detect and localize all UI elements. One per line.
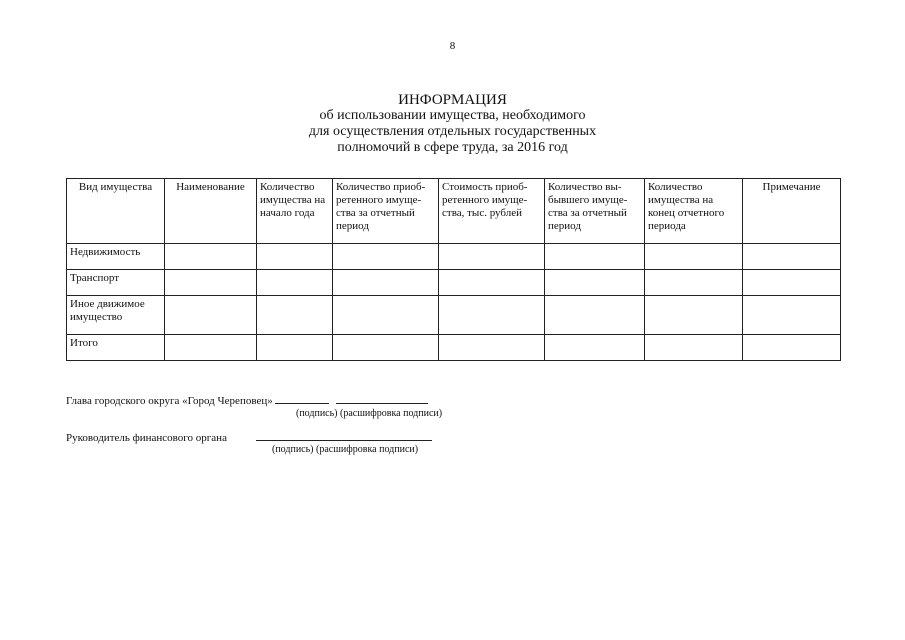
table-cell xyxy=(439,335,545,361)
table-cell xyxy=(545,296,645,335)
table-row xyxy=(67,335,841,361)
table-cell xyxy=(645,244,743,270)
table-cell xyxy=(545,270,645,296)
table-cell xyxy=(333,296,439,335)
table-cell xyxy=(257,244,333,270)
table-cell xyxy=(743,335,841,361)
table-cell xyxy=(333,244,439,270)
head-signature-label: Глава городского округа «Город Череповец» xyxy=(66,395,273,407)
table-row xyxy=(67,244,841,270)
table-cell xyxy=(743,270,841,296)
header-cell: Примечание xyxy=(743,179,841,244)
table-cell xyxy=(165,296,257,335)
head-signature-line xyxy=(66,393,428,408)
row-label: Недвижимость xyxy=(67,244,165,270)
property-table xyxy=(66,178,841,361)
table-header-row xyxy=(67,179,841,244)
finance-signature-line xyxy=(66,430,432,445)
table-row xyxy=(67,296,841,335)
title-line-3: полномочий в сфере труда, за 2016 год xyxy=(337,140,568,155)
row-label: Иное движимое имущество xyxy=(67,296,165,335)
title-heading: ИНФОРМАЦИЯ xyxy=(398,92,507,108)
table-row xyxy=(67,270,841,296)
header-cell: Стоимость приоб-ретенного имуще-ства, тыс. рублей xyxy=(439,179,545,244)
table-cell xyxy=(439,296,545,335)
table-cell xyxy=(743,296,841,335)
document-title xyxy=(0,92,905,156)
table-cell xyxy=(645,270,743,296)
head-signature-caption: (подпись) (расшифровка подписи) xyxy=(296,408,443,419)
table-cell xyxy=(333,270,439,296)
table-cell xyxy=(743,244,841,270)
signature-name-field xyxy=(336,393,428,404)
header-cell: Количество имущества на начало года xyxy=(257,179,333,244)
table-cell xyxy=(439,244,545,270)
table-cell xyxy=(645,335,743,361)
title-line-2: для осуществления отдельных государственных xyxy=(308,124,597,139)
finance-signature-label: Руководитель финансового органа xyxy=(66,432,227,444)
table-cell xyxy=(333,335,439,361)
header-cell: Вид имущества xyxy=(67,179,165,244)
row-label: Итого xyxy=(67,335,165,361)
signature-field xyxy=(275,393,329,404)
row-label: Транспорт xyxy=(67,270,165,296)
page-number: 8 xyxy=(449,40,456,52)
finance-signature-caption: (подпись) (расшифровка подписи) xyxy=(272,444,419,455)
table-cell xyxy=(165,335,257,361)
table-cell xyxy=(439,270,545,296)
header-cell: Количество вы-бывшего имуще-ства за отчетный период xyxy=(545,179,645,244)
table-cell xyxy=(257,335,333,361)
table-cell xyxy=(545,244,645,270)
table-cell xyxy=(645,296,743,335)
table-cell xyxy=(545,335,645,361)
header-cell: Наименование xyxy=(165,179,257,244)
header-cell: Количество имущества на конец отчетного периода xyxy=(645,179,743,244)
header-cell: Количество приоб-ретенного имуще-ства за отчетный период xyxy=(333,179,439,244)
signature-field xyxy=(256,430,432,441)
table-cell xyxy=(257,296,333,335)
table-cell xyxy=(165,244,257,270)
table-cell xyxy=(165,270,257,296)
table-cell xyxy=(257,270,333,296)
title-line-1: об использовании имущества, необходимого xyxy=(319,108,586,123)
